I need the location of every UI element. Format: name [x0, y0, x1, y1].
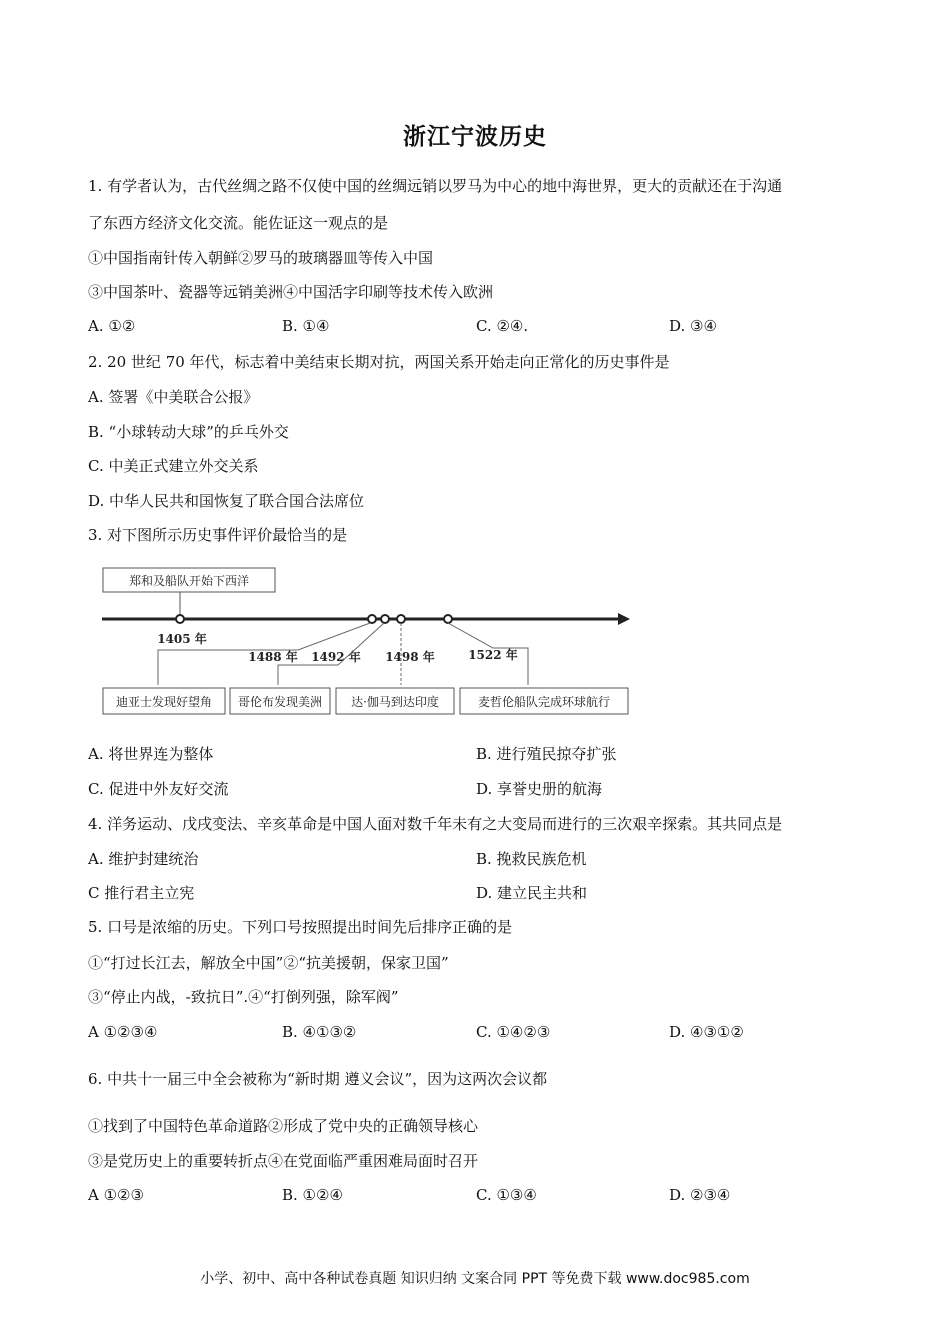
timeline-year-1522: 1522 年	[468, 648, 518, 662]
timeline-point-1498	[397, 615, 405, 623]
q5-stem: 5. 口号是浓缩的历史。下列口号按照提出时间先后排序正确的是	[88, 918, 513, 936]
timeline-year-1498: 1498 年	[385, 650, 435, 664]
timeline-box-gama-label: 达·伽马到达印度	[351, 695, 439, 709]
q1-option-c: C. ②④.	[476, 317, 529, 335]
timeline-point-1492	[381, 615, 389, 623]
q5-item-line1: ①“打过长江去，解放全中国”②“抗美援朝，保家卫国”	[88, 954, 449, 972]
q3-stem: 3. 对下图所示历史事件评价最恰当的是	[88, 526, 348, 544]
timeline-top-box-label: 郑和及船队开始下西洋	[128, 574, 250, 588]
timeline-point-1488	[368, 615, 376, 623]
q1-option-a: A. ①②	[88, 317, 136, 335]
timeline-box-magellan-label: 麦哲伦船队完成环球航行	[477, 695, 611, 709]
q2-option-c: C. 中美正式建立外交关系	[88, 457, 259, 475]
q1-stem-line2: 了东西方经济文化交流。能佐证这一观点的是	[88, 214, 389, 232]
timeline-figure	[98, 562, 638, 720]
timeline-box-diaz-label: 迪亚士发现好望角	[115, 695, 213, 709]
q6-option-c: C. ①③④	[476, 1186, 537, 1204]
timeline-year-1405: 1405 年	[157, 632, 207, 646]
q2-stem: 2. 20 世纪 70 年代，标志着中美结束长期对抗，两国关系开始走向正常化的历史事件是	[88, 353, 670, 371]
q4-option-c: C 推行君主立宪	[88, 884, 195, 902]
q1-option-b: B. ①④	[282, 317, 330, 335]
timeline-year-1488: 1488 年	[248, 650, 298, 664]
q1-stem-line1: 1. 有学者认为，古代丝绸之路不仅使中国的丝绸远销以罗马为中心的地中海世界，更大的贡献还在于沟通	[88, 177, 783, 195]
q6-option-b: B. ①②④	[282, 1186, 343, 1204]
page-title: 浙江宁波历史	[403, 123, 547, 150]
q2-option-a: A. 签署《中美联合公报》	[88, 388, 259, 406]
q4-option-b: B. 挽救民族危机	[476, 850, 587, 868]
q5-option-c: C. ①④②③	[476, 1023, 551, 1041]
q5-option-b: B. ④①③②	[282, 1023, 357, 1041]
q1-option-d: D. ③④	[669, 317, 717, 335]
q6-stem: 6. 中共十一届三中全会被称为“新时期 遵义会议”，因为这两次会议都	[88, 1070, 548, 1088]
timeline-arrow	[618, 613, 630, 625]
timeline-point-1522	[444, 615, 452, 623]
page-footer: 小学、初中、高中各种试卷真题 知识归纳 文案合同 PPT 等免费下载 www.doc985.com	[200, 1271, 750, 1287]
q1-item-line1: ①中国指南针传入朝鲜②罗马的玻璃器皿等传入中国	[88, 249, 434, 267]
timeline-box-columbus-label: 哥伦布发现美洲	[237, 695, 323, 709]
q6-item-line2: ③是党历史上的重要转折点④在党面临严重困难局面时召开	[88, 1152, 479, 1170]
q3-option-c: C. 促进中外友好交流	[88, 780, 229, 798]
q4-stem: 4. 洋务运动、戊戌变法、辛亥革命是中国人面对数千年未有之大变局而进行的三次艰辛探索。其共同点是	[88, 815, 783, 833]
q5-option-d: D. ④③①②	[669, 1023, 744, 1041]
q5-option-a: A ①②③④	[88, 1023, 158, 1041]
q3-option-d: D. 享誉史册的航海	[476, 780, 603, 798]
q3-option-b: B. 进行殖民掠夺扩张	[476, 745, 617, 763]
q6-option-a: A ①②③	[88, 1186, 144, 1204]
q2-option-d: D. 中华人民共和国恢复了联合国合法席位	[88, 492, 365, 510]
q1-item-line2: ③中国茶叶、瓷器等远销美洲④中国活字印刷等技术传入欧洲	[88, 283, 494, 301]
q3-option-a: A. 将世界连为整体	[88, 745, 214, 763]
timeline-year-1492: 1492 年	[311, 650, 361, 664]
q4-option-d: D. 建立民主共和	[476, 884, 588, 902]
q5-item-line2: ③“停止内战，-致抗日”.④“打倒列强，除军阀”	[88, 988, 399, 1006]
timeline-point-1405	[176, 615, 184, 623]
q6-option-d: D. ②③④	[669, 1186, 731, 1204]
q6-item-line1: ①找到了中国特色革命道路②形成了党中央的正确领导核心	[88, 1117, 479, 1135]
q4-option-a: A. 维护封建统治	[88, 850, 199, 868]
q2-option-b: B. “小球转动大球”的乒乓外交	[88, 423, 289, 441]
